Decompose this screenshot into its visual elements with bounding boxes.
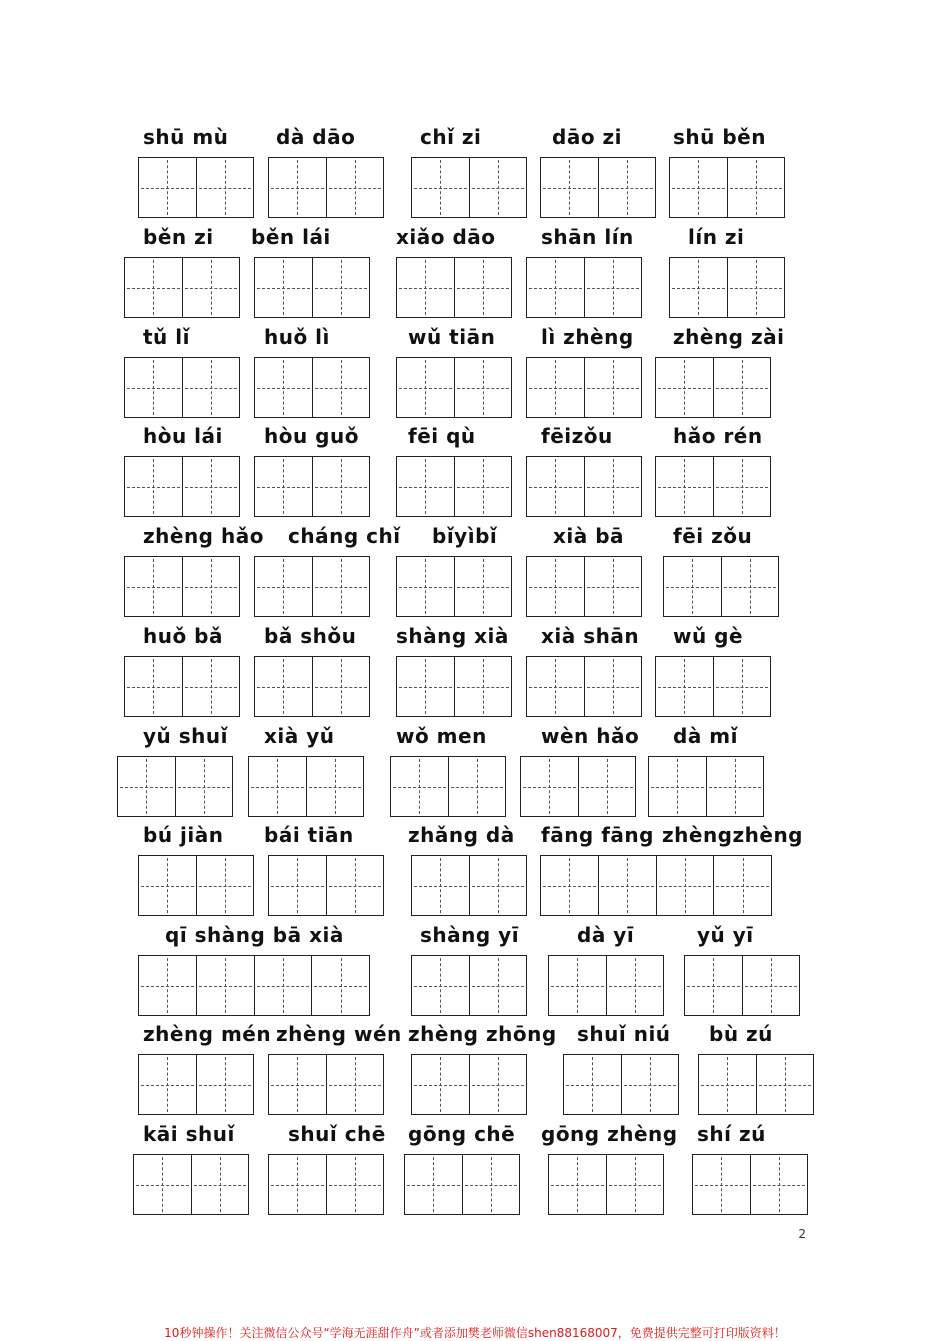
writing-cell[interactable] [649, 757, 706, 816]
writing-cell[interactable] [306, 757, 364, 816]
tianzige-writing-box[interactable] [396, 456, 512, 517]
pinyin-label: bú jiàn [143, 823, 224, 847]
tianzige-writing-box[interactable] [248, 756, 364, 817]
pinyin-label: wǔ gè [673, 624, 744, 648]
writing-cell[interactable] [255, 258, 312, 317]
writing-cell[interactable] [391, 757, 448, 816]
pinyin-label: zhèng hǎo [143, 524, 264, 548]
writing-cell[interactable] [584, 457, 642, 516]
pinyin-label: cháng chǐ [288, 524, 401, 548]
writing-cell[interactable] [693, 1155, 750, 1214]
tianzige-writing-box[interactable] [692, 1154, 808, 1215]
pinyin-label: hǎo rén [673, 424, 763, 448]
tianzige-writing-box[interactable] [268, 157, 384, 218]
writing-cell[interactable] [326, 1155, 384, 1214]
writing-cell[interactable] [549, 956, 606, 1015]
pinyin-label: gōng zhèng [541, 1122, 678, 1146]
writing-cell[interactable] [249, 757, 306, 816]
tianzige-writing-box[interactable] [254, 656, 370, 717]
writing-cell[interactable] [454, 657, 512, 716]
writing-cell[interactable] [549, 1155, 606, 1214]
writing-cell[interactable] [713, 358, 771, 417]
writing-cell[interactable] [469, 856, 527, 915]
writing-cell[interactable] [598, 856, 656, 915]
writing-cell[interactable] [182, 258, 240, 317]
writing-cell[interactable] [326, 158, 384, 217]
tianzige-writing-box[interactable] [540, 855, 772, 916]
tianzige-writing-box[interactable] [138, 855, 254, 916]
writing-cell[interactable] [311, 956, 369, 1015]
tianzige-writing-box[interactable] [254, 456, 370, 517]
pinyin-label: bǎ shǒu [264, 624, 357, 648]
pinyin-label: xià bā [553, 524, 625, 548]
writing-cell[interactable] [454, 457, 512, 516]
tianzige-writing-box[interactable] [684, 955, 800, 1016]
writing-cell[interactable] [521, 757, 578, 816]
tianzige-writing-box[interactable] [526, 357, 642, 418]
page-number: 2 [798, 1227, 806, 1241]
pinyin-label: dà dāo [276, 125, 356, 149]
tianzige-writing-box[interactable] [669, 157, 785, 218]
writing-cell[interactable] [656, 657, 713, 716]
pinyin-label: wèn hǎo [541, 724, 640, 748]
footer-notice: 10秒钟操作！关注微信公众号“学海无涯甜作舟”或者添加樊老师微信shen88168007，免费提供完整可打印版资料！ [164, 1326, 786, 1340]
tianzige-writing-box[interactable] [268, 855, 384, 916]
tianzige-writing-box[interactable] [396, 357, 512, 418]
tianzige-writing-box[interactable] [254, 257, 370, 318]
tianzige-writing-box[interactable] [655, 357, 771, 418]
writing-cell[interactable] [584, 657, 642, 716]
tianzige-writing-box[interactable] [390, 756, 506, 817]
pinyin-label: fēi qù [408, 424, 476, 448]
pinyin-label: xià shān [541, 624, 640, 648]
tianzige-writing-box[interactable] [563, 1054, 679, 1115]
writing-cell[interactable] [527, 457, 584, 516]
writing-cell[interactable] [269, 856, 326, 915]
pinyin-label: běn lái [251, 225, 331, 249]
pinyin-label: shuǐ niú [577, 1022, 671, 1046]
writing-cell[interactable] [713, 457, 771, 516]
tianzige-writing-box[interactable] [124, 556, 240, 617]
tianzige-writing-box[interactable] [411, 157, 527, 218]
tianzige-writing-box[interactable] [548, 955, 664, 1016]
writing-cell[interactable] [255, 358, 312, 417]
tianzige-writing-box[interactable] [124, 456, 240, 517]
tianzige-writing-box[interactable] [138, 1054, 254, 1115]
writing-cell[interactable] [454, 258, 512, 317]
writing-cell[interactable] [454, 557, 512, 616]
writing-cell[interactable] [584, 557, 642, 616]
writing-cell[interactable] [125, 258, 182, 317]
writing-cell[interactable] [397, 657, 454, 716]
writing-cell[interactable] [598, 158, 656, 217]
pinyin-label: lì zhèng [541, 325, 634, 349]
writing-cell[interactable] [397, 557, 454, 616]
writing-cell[interactable] [118, 757, 175, 816]
tianzige-writing-box[interactable] [124, 357, 240, 418]
writing-cell[interactable] [584, 258, 642, 317]
writing-cell[interactable] [196, 1055, 254, 1114]
tianzige-writing-box[interactable] [526, 556, 642, 617]
writing-cell[interactable] [254, 956, 312, 1015]
pinyin-label: yǔ shuǐ [143, 724, 228, 748]
writing-cell[interactable] [182, 457, 240, 516]
tianzige-writing-box[interactable] [133, 1154, 249, 1215]
tianzige-writing-box[interactable] [268, 1054, 384, 1115]
tianzige-writing-box[interactable] [648, 756, 764, 817]
writing-cell[interactable] [312, 657, 370, 716]
writing-cell[interactable] [255, 457, 312, 516]
writing-cell[interactable] [727, 158, 785, 217]
writing-cell[interactable] [527, 557, 584, 616]
writing-cell[interactable] [469, 1055, 527, 1114]
writing-cell[interactable] [326, 1055, 384, 1114]
pinyin-label: fēi zǒu [673, 524, 753, 548]
tianzige-writing-box[interactable] [396, 257, 512, 318]
writing-cell[interactable] [397, 358, 454, 417]
tianzige-writing-box[interactable] [663, 556, 779, 617]
tianzige-writing-box[interactable] [655, 456, 771, 517]
pinyin-label: shū běn [673, 125, 766, 149]
writing-cell[interactable] [462, 1155, 520, 1214]
writing-cell[interactable] [397, 258, 454, 317]
pinyin-label: zhèng wén [276, 1022, 402, 1046]
writing-cell[interactable] [706, 757, 764, 816]
writing-cell[interactable] [397, 457, 454, 516]
writing-cell[interactable] [125, 358, 182, 417]
pinyin-label: shàng yī [420, 923, 520, 947]
pinyin-label: hòu guǒ [264, 424, 359, 448]
writing-cell[interactable] [134, 1155, 191, 1214]
writing-cell[interactable] [448, 757, 506, 816]
pinyin-label: chǐ zi [420, 125, 482, 149]
tianzige-writing-box[interactable] [411, 955, 527, 1016]
writing-cell[interactable] [312, 557, 370, 616]
writing-cell[interactable] [405, 1155, 462, 1214]
pinyin-label: tǔ lǐ [143, 325, 190, 349]
writing-cell[interactable] [699, 1055, 756, 1114]
tianzige-writing-box[interactable] [698, 1054, 814, 1115]
tianzige-writing-box[interactable] [540, 157, 656, 218]
tianzige-writing-box[interactable] [138, 157, 254, 218]
writing-cell[interactable] [125, 557, 182, 616]
pinyin-label: bǐyìbǐ [432, 524, 498, 548]
pinyin-label: shí zú [697, 1122, 766, 1146]
tianzige-writing-box[interactable] [411, 1054, 527, 1115]
writing-cell[interactable] [182, 657, 240, 716]
writing-cell[interactable] [685, 956, 742, 1015]
writing-cell[interactable] [175, 757, 233, 816]
writing-cell[interactable] [713, 856, 771, 915]
writing-cell[interactable] [664, 557, 721, 616]
tianzige-writing-box[interactable] [396, 556, 512, 617]
writing-cell[interactable] [742, 956, 800, 1015]
writing-cell[interactable] [182, 557, 240, 616]
tianzige-writing-box[interactable] [117, 756, 233, 817]
writing-cell[interactable] [139, 1055, 196, 1114]
writing-cell[interactable] [196, 856, 254, 915]
tianzige-writing-box[interactable] [396, 656, 512, 717]
tianzige-writing-box[interactable] [669, 257, 785, 318]
writing-cell[interactable] [312, 258, 370, 317]
writing-cell[interactable] [412, 158, 469, 217]
pinyin-label: shuǐ chē [288, 1122, 386, 1146]
writing-cell[interactable] [191, 1155, 249, 1214]
pinyin-label: fēizǒu [541, 424, 613, 448]
tianzige-writing-box[interactable] [404, 1154, 520, 1215]
writing-cell[interactable] [656, 358, 713, 417]
pinyin-label: zhèng mén [143, 1022, 272, 1046]
pinyin-label: gōng chē [408, 1122, 516, 1146]
tianzige-writing-box[interactable] [138, 955, 370, 1016]
tianzige-writing-box[interactable] [124, 656, 240, 717]
writing-cell[interactable] [713, 657, 771, 716]
pinyin-label: xià yǔ [264, 724, 335, 748]
pinyin-label: huǒ lì [264, 325, 330, 349]
writing-cell[interactable] [139, 158, 196, 217]
pinyin-label: dà mǐ [673, 724, 738, 748]
pinyin-label: dāo zi [552, 125, 623, 149]
writing-cell[interactable] [269, 158, 326, 217]
writing-cell[interactable] [721, 557, 779, 616]
pinyin-label: shān lín [541, 225, 634, 249]
pinyin-label: huǒ bǎ [143, 624, 223, 648]
pinyin-label: xiǎo dāo [396, 225, 496, 249]
tianzige-writing-box[interactable] [254, 556, 370, 617]
writing-cell[interactable] [125, 457, 182, 516]
writing-cell[interactable] [578, 757, 636, 816]
tianzige-writing-box[interactable] [655, 656, 771, 717]
writing-cell[interactable] [469, 956, 527, 1015]
tianzige-writing-box[interactable] [254, 357, 370, 418]
writing-cell[interactable] [527, 358, 584, 417]
pinyin-label: fāng fāng [541, 823, 654, 847]
writing-cell[interactable] [527, 258, 584, 317]
writing-cell[interactable] [621, 1055, 679, 1114]
writing-cell[interactable] [312, 457, 370, 516]
writing-cell[interactable] [454, 358, 512, 417]
writing-cell[interactable] [727, 258, 785, 317]
tianzige-writing-box[interactable] [548, 1154, 664, 1215]
writing-cell[interactable] [606, 1155, 664, 1214]
writing-cell[interactable] [182, 358, 240, 417]
writing-cell[interactable] [670, 258, 727, 317]
writing-cell[interactable] [606, 956, 664, 1015]
writing-cell[interactable] [656, 457, 713, 516]
pinyin-label: shū mù [143, 125, 229, 149]
writing-cell[interactable] [541, 856, 598, 915]
pinyin-label: bù zú [709, 1022, 773, 1046]
writing-cell[interactable] [756, 1055, 814, 1114]
writing-cell[interactable] [469, 158, 527, 217]
writing-cell[interactable] [326, 856, 384, 915]
writing-cell[interactable] [412, 856, 469, 915]
pinyin-label: qī shàng bā xià [165, 923, 344, 947]
pinyin-label: kāi shuǐ [143, 1122, 235, 1146]
pinyin-label: wǔ tiān [408, 325, 496, 349]
tianzige-writing-box[interactable] [520, 756, 636, 817]
writing-cell[interactable] [269, 1055, 326, 1114]
writing-cell[interactable] [255, 557, 312, 616]
pinyin-label: zhǎng dà [408, 823, 515, 847]
pinyin-label: zhèng zhōng [408, 1022, 557, 1046]
writing-cell[interactable] [564, 1055, 621, 1114]
writing-cell[interactable] [584, 358, 642, 417]
writing-cell[interactable] [656, 856, 714, 915]
writing-cell[interactable] [139, 856, 196, 915]
writing-cell[interactable] [139, 956, 196, 1015]
pinyin-label: běn zi [143, 225, 214, 249]
writing-cell[interactable] [312, 358, 370, 417]
pinyin-label: zhèngzhèng [662, 823, 803, 847]
writing-cell[interactable] [527, 657, 584, 716]
writing-cell[interactable] [196, 158, 254, 217]
pinyin-label: zhèng zài [673, 325, 785, 349]
pinyin-label: hòu lái [143, 424, 223, 448]
writing-cell[interactable] [125, 657, 182, 716]
writing-cell[interactable] [255, 657, 312, 716]
tianzige-writing-box[interactable] [526, 656, 642, 717]
writing-cell[interactable] [670, 158, 727, 217]
pinyin-label: dà yī [577, 923, 635, 947]
writing-cell[interactable] [412, 1055, 469, 1114]
pinyin-label: yǔ yī [697, 923, 754, 947]
tianzige-writing-box[interactable] [124, 257, 240, 318]
pinyin-label: wǒ men [396, 724, 487, 748]
tianzige-writing-box[interactable] [268, 1154, 384, 1215]
writing-cell[interactable] [750, 1155, 808, 1214]
writing-cell[interactable] [196, 956, 254, 1015]
pinyin-label: lín zi [688, 225, 745, 249]
tianzige-writing-box[interactable] [411, 855, 527, 916]
writing-cell[interactable] [269, 1155, 326, 1214]
pinyin-label: shàng xià [396, 624, 509, 648]
tianzige-writing-box[interactable] [526, 257, 642, 318]
writing-cell[interactable] [412, 956, 469, 1015]
writing-cell[interactable] [541, 158, 598, 217]
tianzige-writing-box[interactable] [526, 456, 642, 517]
pinyin-label: bái tiān [264, 823, 354, 847]
